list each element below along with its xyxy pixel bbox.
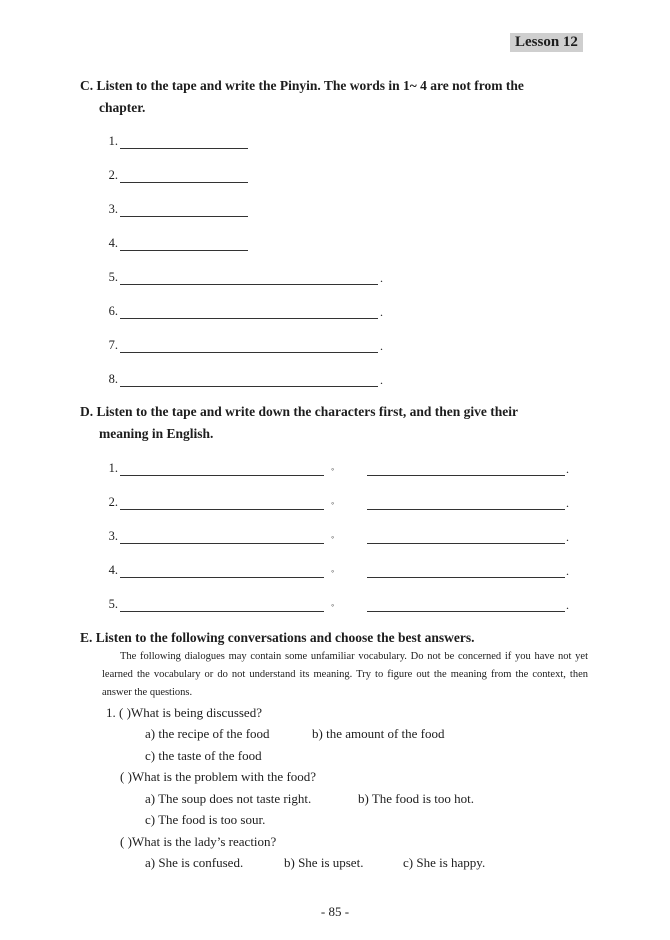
lesson-label: Lesson 12 (510, 33, 583, 52)
item-number: 6. (108, 304, 118, 318)
option-c: c) the taste of the food (145, 748, 262, 763)
item-number: 5. (108, 270, 118, 284)
answer-blank[interactable]: 1. ( ) (106, 705, 131, 720)
answer-line[interactable] (120, 386, 378, 387)
answer-line[interactable] (120, 318, 378, 319)
option-b: b) She is upset. (284, 855, 364, 870)
item-number: 2. (108, 495, 118, 509)
section-d-title: D. Listen to the tape and write down the characters first, and then give their (80, 404, 518, 419)
answer-line[interactable] (120, 250, 248, 251)
page-number: - 85 - (320, 904, 350, 919)
answer-line[interactable] (120, 182, 248, 183)
item-number: 1. (108, 461, 118, 475)
period-mark: . (380, 305, 383, 319)
separator-mark: ◦ (331, 566, 335, 576)
item-number: 3. (108, 202, 118, 216)
option-b: b) The food is too hot. (358, 791, 475, 806)
question-text: What is the lady’s reaction? (131, 834, 277, 849)
item-number: 4. (108, 236, 118, 250)
characters-line[interactable] (120, 475, 324, 476)
period-mark: . (380, 373, 383, 387)
item-number: 2. (108, 168, 118, 182)
period-mark: . (566, 564, 569, 578)
section-e-title: E. Listen to the following conversations and choose the best answers. (80, 630, 475, 645)
meaning-line[interactable] (367, 543, 565, 544)
characters-line[interactable] (120, 509, 324, 510)
meaning-line[interactable] (367, 475, 565, 476)
option-c: c) She is happy. (403, 855, 486, 870)
period-mark: . (380, 271, 383, 285)
item-number: 4. (108, 563, 118, 577)
characters-line[interactable] (120, 543, 324, 544)
question-2 (120, 769, 316, 785)
period-mark: . (566, 496, 569, 510)
option-c: c) The food is too sour. (145, 812, 266, 827)
question-1 (106, 705, 262, 721)
item-number: 3. (108, 529, 118, 543)
period-mark: . (566, 598, 569, 612)
answer-line[interactable] (120, 284, 378, 285)
answer-line[interactable] (120, 148, 248, 149)
answer-line[interactable] (120, 352, 378, 353)
answer-line[interactable] (120, 216, 248, 217)
item-number: 5. (108, 597, 118, 611)
option-b: b) the amount of the food (312, 726, 445, 741)
section-c-heading (80, 75, 580, 119)
section-e-heading (80, 627, 600, 649)
question-3 (120, 834, 276, 850)
option-a: a) She is confused. (145, 855, 244, 870)
section-d-title-cont: meaning in English. (99, 426, 214, 441)
item-number: 7. (108, 338, 118, 352)
separator-mark: ◦ (331, 498, 335, 508)
section-c-title-cont: chapter. (99, 100, 146, 115)
instructions-paragraph (102, 648, 588, 702)
meaning-line[interactable] (367, 577, 565, 578)
option-a: a) the recipe of the food (145, 726, 270, 741)
separator-mark: ◦ (331, 464, 335, 474)
separator-mark: ◦ (331, 600, 335, 610)
question-text: What is the problem with the food? (131, 769, 317, 784)
meaning-line[interactable] (367, 509, 565, 510)
separator-mark: ◦ (331, 532, 335, 542)
section-c-title: C. Listen to the tape and write the Pinyin. The words in 1~ 4 are not from the (80, 78, 524, 93)
answer-blank[interactable]: ( ) (120, 769, 132, 784)
item-number: 8. (108, 372, 118, 386)
characters-line[interactable] (120, 611, 324, 612)
period-mark: . (380, 339, 383, 353)
answer-blank[interactable]: ( ) (120, 834, 132, 849)
item-number: 1. (108, 134, 118, 148)
option-a: a) The soup does not taste right. (145, 791, 312, 806)
characters-line[interactable] (120, 577, 324, 578)
meaning-line[interactable] (367, 611, 565, 612)
period-mark: . (566, 462, 569, 476)
section-d-heading (80, 401, 580, 445)
instructions-text: The following dialogues may contain some unfamiliar vocabulary. Do not be concerned if you have not yet learned the vocabulary or do not understand its meaning. Try to figure out the meaning from the context, then answer the questions. (102, 651, 588, 698)
question-text: What is being discussed? (130, 705, 262, 720)
period-mark: . (566, 530, 569, 544)
